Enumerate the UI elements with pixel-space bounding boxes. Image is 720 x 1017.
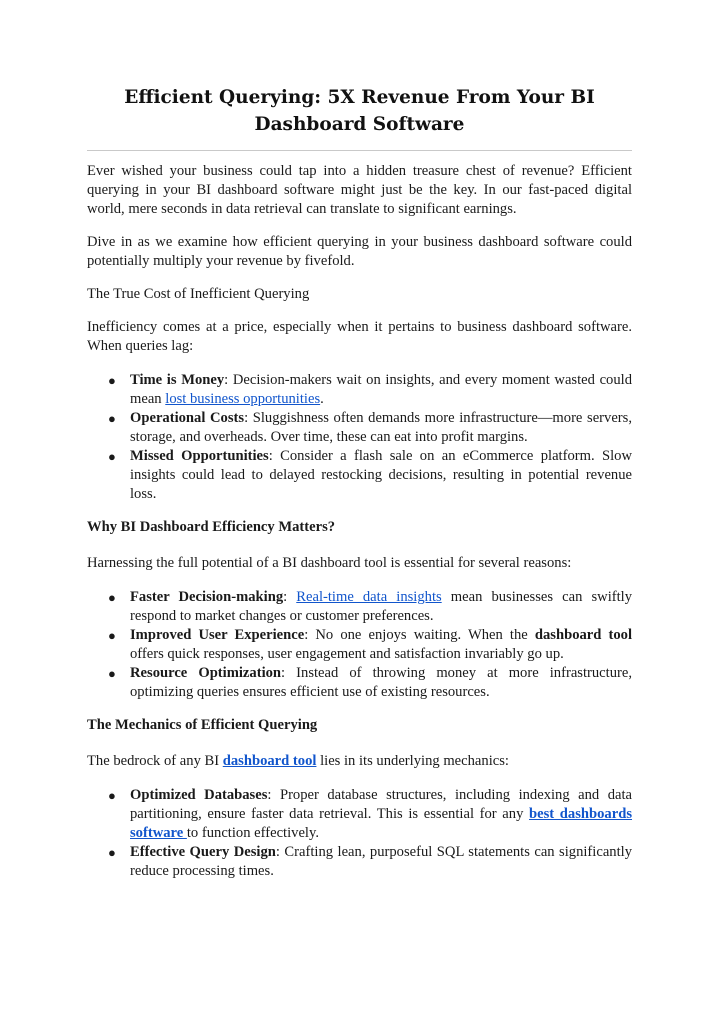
- list-item: [87, 447, 632, 504]
- list-item-term: Faster Decision-making: [130, 589, 284, 605]
- list-item-text: : Crafting lean, purposeful SQL statements can significantly reduce processing times.: [130, 844, 633, 879]
- list-item-text: : Decision-makers wait on insights, and every moment wasted could mean: [130, 372, 633, 407]
- section3-lead-text: The bedrock of any BI: [87, 753, 223, 769]
- list-item-term: Optimized Databases: [130, 787, 268, 803]
- list-item-text: : Consider a flash sale on an eCommerce platform. Slow insights could lead to delayed restocking decisions, resulting in potential revenue loss.: [130, 448, 632, 502]
- section2-lead: Harnessing the full potential of a BI dashboard tool is essential for several reasons:: [87, 555, 572, 571]
- dashboard-tool-link[interactable]: dashboard tool: [222, 753, 317, 769]
- title-divider: [87, 150, 632, 151]
- list-item-text: : No one enjoys waiting. When the: [304, 627, 535, 643]
- section1-lead: Inefficiency comes at a price, especially when it pertains to business dashboard software. When queries lag:: [87, 319, 632, 354]
- bullet-icon: ●: [108, 628, 116, 643]
- intro-paragraph-1: Ever wished your business could tap into a hidden treasure chest of revenue? Efficient querying in your BI dashboard software might just be the key. In our fast-paced digital world, mere seconds in data retrieval can translate to significant earnings.: [87, 163, 632, 217]
- list-item-text: : Sluggishness often demands more infrastructure—more servers, storage, and overheads. Over time, these can eat into profit margins.: [130, 410, 632, 445]
- best-dashboards-software-link[interactable]: best dashboards software: [130, 806, 633, 841]
- list-item-text: : Proper database structures, including indexing and data partitioning, ensure faster data retrieval. This is essential for any: [130, 787, 632, 822]
- list-item-term: Effective Query Design: [130, 844, 276, 860]
- list-item: [87, 786, 632, 843]
- list-item-term: Operational Costs: [130, 410, 245, 426]
- bullet-icon: ●: [108, 449, 116, 464]
- list-item-term: Missed Opportunities: [130, 448, 269, 464]
- bullet-icon: ●: [108, 845, 116, 860]
- bullet-icon: ●: [108, 666, 116, 681]
- intro-paragraph-2: Dive in as we examine how efficient querying in your business dashboard software could potentially multiply your revenue by fivefold.: [87, 234, 632, 269]
- section2-heading: Why BI Dashboard Efficiency Matters?: [87, 519, 336, 535]
- section3-lead: [87, 752, 632, 771]
- lost-business-opportunities-link[interactable]: lost business opportunities: [165, 391, 321, 407]
- section2-list: [87, 588, 632, 702]
- document-page: [87, 84, 632, 881]
- section3-lead-text: lies in its underlying mechanics:: [316, 753, 509, 769]
- list-item-term: Resource Optimization: [130, 665, 282, 681]
- list-item: [87, 626, 632, 664]
- section1-list: [87, 371, 632, 504]
- list-item: [87, 409, 632, 447]
- bullet-icon: ●: [108, 788, 116, 803]
- bullet-icon: ●: [108, 411, 116, 426]
- list-item-term: Improved User Experience: [130, 627, 305, 643]
- list-item: [87, 664, 632, 702]
- bullet-icon: ●: [108, 373, 116, 388]
- list-item-text: to function effectively.: [186, 825, 319, 841]
- list-item: [87, 588, 632, 626]
- document-title: Efficient Querying: 5X Revenue From Your BI Dashboard Software: [124, 87, 595, 135]
- list-item: [87, 843, 632, 881]
- list-item: [87, 371, 632, 409]
- list-item-term: Time is Money: [130, 372, 225, 388]
- list-item-text: :: [283, 589, 297, 605]
- list-item-text: .: [320, 391, 324, 407]
- list-item-inline-term: dashboard tool: [534, 627, 633, 643]
- real-time-data-insights-link[interactable]: Real-time data insights: [296, 589, 442, 605]
- list-item-text: offers quick responses, user engagement and satisfaction invariably go up.: [130, 646, 564, 662]
- section3-heading: The Mechanics of Efficient Querying: [87, 717, 318, 733]
- section3-list: [87, 786, 632, 881]
- list-item-text: mean businesses can swiftly respond to market changes or customer preferences.: [130, 589, 633, 624]
- section1-heading: The True Cost of Inefficient Querying: [87, 286, 310, 302]
- bullet-icon: ●: [108, 590, 116, 605]
- list-item-text: : Instead of throwing money at more infrastructure, optimizing queries ensures efficient use of existing resources.: [130, 665, 632, 700]
